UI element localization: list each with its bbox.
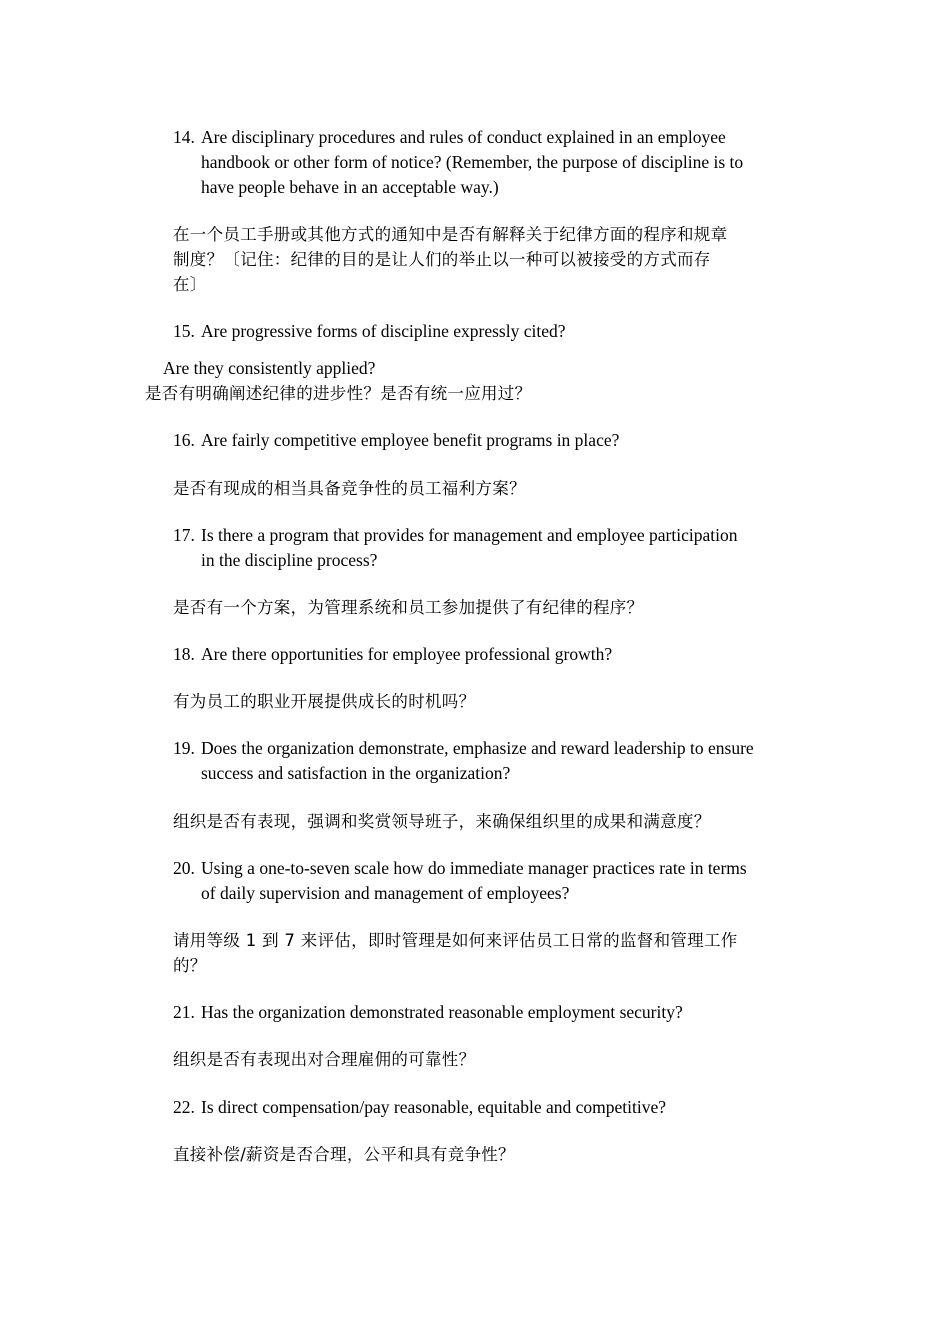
translation-line: 在一个员工手册或其他方式的通知中是否有解释关于纪律方面的程序和规章 bbox=[173, 225, 728, 244]
question-21-cn: 组织是否有表现出对合理雇佣的可靠性？ bbox=[173, 1050, 476, 1069]
question-14-cn bbox=[173, 222, 813, 297]
question-number: 14. bbox=[173, 127, 195, 147]
question-number: 17. bbox=[173, 525, 195, 545]
question-21-en bbox=[173, 1000, 813, 1025]
translation-line: 在〕 bbox=[173, 275, 207, 294]
question-17-cn: 是否有一个方案，为管理系统和员工参加提供了有纪律的程序？ bbox=[173, 598, 644, 617]
question-20-cn bbox=[173, 928, 813, 978]
question-text-line: Are there opportunities for employee professional growth? bbox=[201, 644, 613, 664]
question-text-line: of daily supervision and management of employees? bbox=[201, 883, 570, 903]
question-18-cn: 有为员工的职业开展提供成长的时机吗？ bbox=[173, 692, 476, 711]
question-16-en bbox=[173, 428, 813, 453]
question-19-cn: 组织是否有表现，强调和奖赏领导班子，来确保组织里的成果和满意度？ bbox=[173, 812, 711, 831]
question-text-line: have people behave in an acceptable way.) bbox=[201, 177, 499, 197]
translation-line: 请用等级 1 到 7 来评估，即时管理是如何来评估员工日常的监督和管理工作 bbox=[173, 931, 738, 950]
translation-line: 制度？〔记住：纪律的目的是让人们的举止以一种可以被接受的方式而存 bbox=[173, 250, 711, 269]
question-22-cn: 直接补偿/薪资是否合理，公平和具有竞争性？ bbox=[173, 1145, 515, 1164]
question-text-line: Are fairly competitive employee benefit programs in place? bbox=[201, 430, 620, 450]
question-15-en-sub: Are they consistently applied? bbox=[163, 358, 376, 378]
question-16-cn: 是否有现成的相当具备竞争性的员工福利方案？ bbox=[173, 479, 526, 498]
question-14-en bbox=[173, 125, 813, 200]
translation-line: 的？ bbox=[173, 956, 207, 975]
question-17-en bbox=[173, 523, 813, 573]
question-number: 20. bbox=[173, 858, 195, 878]
question-text-line: Has the organization demonstrated reasonable employment security? bbox=[201, 1002, 683, 1022]
question-text-line: in the discipline process? bbox=[201, 550, 378, 570]
question-20-en bbox=[173, 856, 813, 906]
question-15-cn: 是否有明确阐述纪律的进步性？是否有统一应用过？ bbox=[145, 384, 532, 403]
question-text-line: Are progressive forms of discipline expressly cited? bbox=[201, 321, 566, 341]
question-text-line: success and satisfaction in the organization? bbox=[201, 763, 511, 783]
question-text-line: Does the organization demonstrate, emphasize and reward leadership to ensure bbox=[201, 738, 754, 758]
question-text-line: Is direct compensation/pay reasonable, equitable and competitive? bbox=[201, 1097, 667, 1117]
question-number: 15. bbox=[173, 321, 195, 341]
question-number: 18. bbox=[173, 644, 195, 664]
question-text-line: Is there a program that provides for management and employee participation bbox=[201, 525, 738, 545]
question-22-en bbox=[173, 1095, 813, 1120]
question-text-line: handbook or other form of notice? (Remember, the purpose of discipline is to bbox=[201, 152, 744, 172]
question-text-line: Are disciplinary procedures and rules of conduct explained in an employee bbox=[201, 127, 726, 147]
question-number: 22. bbox=[173, 1097, 195, 1117]
question-number: 19. bbox=[173, 738, 195, 758]
question-text-line: Using a one-to-seven scale how do immediate manager practices rate in terms bbox=[201, 858, 747, 878]
question-number: 21. bbox=[173, 1002, 195, 1022]
question-19-en bbox=[173, 736, 813, 786]
question-18-en bbox=[173, 642, 813, 667]
question-number: 16. bbox=[173, 430, 195, 450]
question-15-en bbox=[173, 319, 813, 344]
